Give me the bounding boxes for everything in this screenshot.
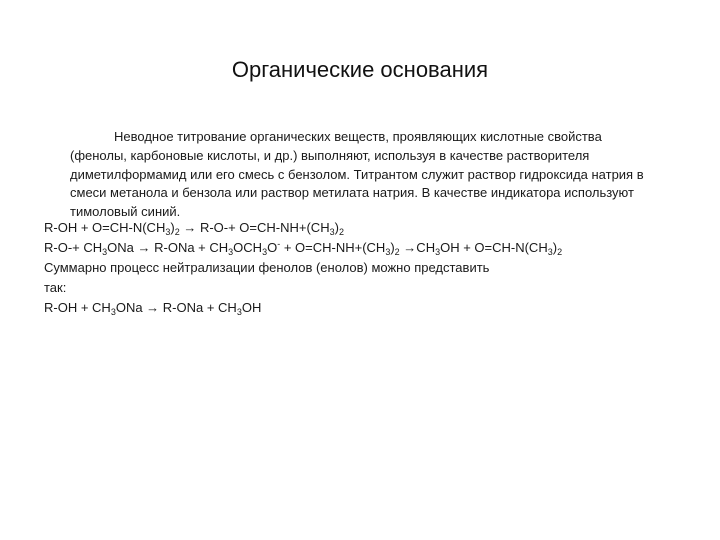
equation-1 <box>44 220 344 236</box>
eq1-subscript: 2 <box>338 227 344 237</box>
eq3-subscript: 3 <box>236 307 242 317</box>
eq2-superscript: - <box>277 239 281 249</box>
eq2-part: O <box>267 240 278 255</box>
equation-3 <box>44 300 261 316</box>
eq2-part: R-O-+ CH <box>44 240 103 255</box>
intro-paragraph <box>70 128 650 222</box>
intro-paragraph-text: Неводное титрование органических веществ, проявляющих кислотные свойства (фенолы, карбоновые кислоты, и др.) выполняют, используя в качестве растворителя диметилформамид или его смесь с бензолом. Титрантом служит раствор гидроксида натрия в смеси метанола и бензола или раствор метилата натрия. В качестве индикатора используют тимоловый синий. <box>70 129 644 220</box>
eq1-subscript: 3 <box>165 227 171 237</box>
eq2-subscript: 3 <box>102 247 108 257</box>
equation-2 <box>44 240 562 256</box>
eq1-part: ) <box>334 220 339 235</box>
eq2-subscript: 3 <box>435 247 441 257</box>
eq2-part: ONa → R-ONa + CH <box>107 240 229 255</box>
eq2-subscript: 3 <box>228 247 234 257</box>
eq3-subscript: 3 <box>110 307 116 317</box>
summary-line-1: Суммарно процесс нейтрализации фенолов (енолов) можно представить <box>44 260 490 275</box>
eq2-subscript: 2 <box>557 247 563 257</box>
eq3-part: ONa → R-ONa + CH <box>115 300 237 315</box>
eq1-subscript: 2 <box>174 227 180 237</box>
eq2-part: OH + O=CH-N(CH <box>440 240 548 255</box>
eq2-subscript: 3 <box>385 247 391 257</box>
eq2-part: + O=CH-NH+(CH <box>280 240 386 255</box>
eq1-part: R-OH + O=CH-N(CH <box>44 220 166 235</box>
slide-title: Органические основания <box>231 57 489 82</box>
summary-line-2: так: <box>44 280 67 295</box>
eq2-part: OCH <box>233 240 263 255</box>
eq2-subscript: 3 <box>547 247 553 257</box>
eq2-subscript: 2 <box>394 247 400 257</box>
eq1-subscript: 3 <box>329 227 335 237</box>
eq2-part: →CH <box>399 240 436 255</box>
eq1-part: ) <box>170 220 175 235</box>
eq2-part: ) <box>390 240 395 255</box>
eq2-part: ) <box>552 240 558 255</box>
eq2-subscript: 3 <box>262 247 268 257</box>
eq1-part: → R-O-+ O=CH-NH+(CH <box>179 220 330 235</box>
eq3-part: OH <box>241 300 262 315</box>
eq3-part: R-OH + CH <box>44 300 111 315</box>
